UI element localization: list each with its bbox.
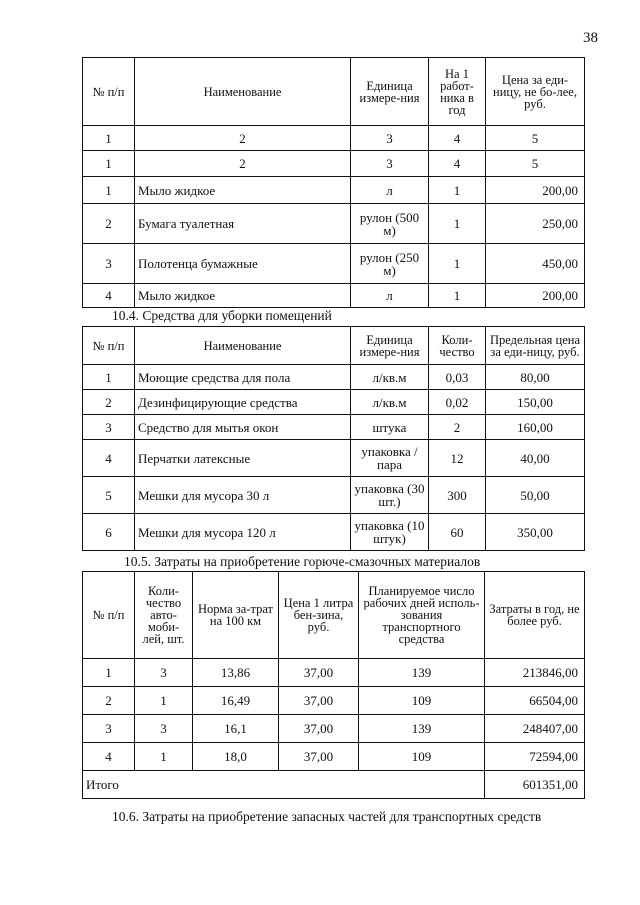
table-cell: 1	[83, 365, 135, 390]
table-cell: 6	[83, 514, 135, 551]
header-name: Наименование	[135, 58, 351, 126]
total-label: Итого	[83, 771, 485, 799]
header-number: № п/п	[83, 58, 135, 126]
table-cell: 66504,00	[485, 687, 585, 715]
header-vehicle-count: Коли-чество авто-моби-лей, шт.	[135, 572, 193, 659]
header-max-price: Предельная цена за еди-ницу, руб.	[486, 327, 585, 365]
header-number: № п/п	[83, 327, 135, 365]
table-cell: 37,00	[279, 715, 359, 743]
table-cell: 60	[429, 514, 486, 551]
table-cell: 139	[359, 659, 485, 687]
table-cell: 2	[83, 204, 135, 244]
table-cell: 16,1	[193, 715, 279, 743]
table-cell: Бумага туалетная	[135, 204, 351, 244]
table-cell: 3	[83, 244, 135, 284]
table-cell: 5	[486, 126, 585, 151]
table-cell: упаковка / пара	[351, 440, 429, 477]
header-working-days: Планируемое число рабочих дней исполь-зования транспортного средства	[359, 572, 485, 659]
table-cell: 37,00	[279, 743, 359, 771]
table-cell: Мешки для мусора 120 л	[135, 514, 351, 551]
total-value: 601351,00	[485, 771, 585, 799]
table-cell: штука	[351, 415, 429, 440]
table-cell: 150,00	[486, 390, 585, 415]
total-row	[83, 771, 585, 799]
table-cell: 4	[83, 440, 135, 477]
table-row	[83, 659, 585, 687]
table-cell: л	[351, 284, 429, 308]
table-cell: 250,00	[486, 204, 585, 244]
table-cell: 139	[359, 715, 485, 743]
table-cell: 2	[135, 126, 351, 151]
table-row	[83, 390, 585, 415]
table-cell: л/кв.м	[351, 365, 429, 390]
table-cell: 2	[83, 390, 135, 415]
table-cell: 1	[83, 151, 135, 177]
table-cell: 1	[429, 284, 486, 308]
table-cell: 160,00	[486, 415, 585, 440]
table-row	[83, 284, 585, 308]
table-row	[83, 477, 585, 514]
table-cell: 109	[359, 743, 485, 771]
table-cell: 450,00	[486, 244, 585, 284]
table-cell: Перчатки латексные	[135, 440, 351, 477]
table-cell: упаковка (30 шт.)	[351, 477, 429, 514]
table-cell: 4	[83, 284, 135, 308]
table-cell: 248407,00	[485, 715, 585, 743]
table-cell: 1	[429, 204, 486, 244]
table-cell: 5	[83, 477, 135, 514]
table-cell: 1	[135, 687, 193, 715]
table-cell: 3	[83, 715, 135, 743]
table-cell: 80,00	[486, 365, 585, 390]
table-row	[83, 715, 585, 743]
fuel-costs-table	[82, 571, 585, 799]
table-cell: л/кв.м	[351, 390, 429, 415]
table-cell: Мыло жидкое	[135, 177, 351, 204]
table-cell: л	[351, 177, 429, 204]
table-cell: 3	[135, 715, 193, 743]
table-cell: 37,00	[279, 687, 359, 715]
table-row	[83, 244, 585, 284]
page-number: 38	[583, 30, 598, 46]
table-cell: 18,0	[193, 743, 279, 771]
table-cell: рулон (250 м)	[351, 244, 429, 284]
hygiene-supplies-table	[82, 57, 585, 308]
table-cell: 350,00	[486, 514, 585, 551]
table-cell: 200,00	[486, 177, 585, 204]
table-cell: 1	[429, 244, 486, 284]
header-price: Цена за еди-ницу, не бо-лее, руб.	[486, 58, 585, 126]
section-heading-10-6: 10.6. Затраты на приобретение запасных частей для транспортных средств	[112, 809, 542, 824]
table-cell: 213846,00	[485, 659, 585, 687]
table-cell: 109	[359, 687, 485, 715]
table-cell: Мыло жидкое	[135, 284, 351, 308]
table-row	[83, 687, 585, 715]
table-row	[83, 514, 585, 551]
table-cell: 2	[135, 151, 351, 177]
table-cell: упаковка (10 штук)	[351, 514, 429, 551]
table-cell: рулон (500 м)	[351, 204, 429, 244]
table-cell: 1	[83, 126, 135, 151]
table-cell: 0,02	[429, 390, 486, 415]
header-annual-cost: Затраты в год, не более руб.	[485, 572, 585, 659]
header-fuel-price: Цена 1 литра бен-зина, руб.	[279, 572, 359, 659]
table-cell: 50,00	[486, 477, 585, 514]
table-cell: 4	[429, 151, 486, 177]
table-cell: 1	[135, 743, 193, 771]
table-cell: Средство для мытья окон	[135, 415, 351, 440]
header-per-worker: На 1 работ-ника в год	[429, 58, 486, 126]
table-cell: 3	[83, 415, 135, 440]
table-cell: Дезинфицирующие средства	[135, 390, 351, 415]
table-row	[83, 743, 585, 771]
table-row	[83, 440, 585, 477]
table-cell: 0,03	[429, 365, 486, 390]
table-row	[83, 151, 585, 177]
table-cell: 16,49	[193, 687, 279, 715]
header-quantity: Коли-чество	[429, 327, 486, 365]
table-cell: Полотенца бумажные	[135, 244, 351, 284]
table-cell: 12	[429, 440, 486, 477]
table-cell: 2	[83, 687, 135, 715]
table-cell: 3	[351, 126, 429, 151]
table-row	[83, 204, 585, 244]
table-cell: 72594,00	[485, 743, 585, 771]
table-cell: 40,00	[486, 440, 585, 477]
table-cell: 4	[83, 743, 135, 771]
header-unit: Единица измере-ния	[351, 58, 429, 126]
table-cell: Мешки для мусора 30 л	[135, 477, 351, 514]
table-cell: 1	[429, 177, 486, 204]
table-cell: 2	[429, 415, 486, 440]
section-heading-10-5: 10.5. Затраты на приобретение горюче-смазочных материалов	[124, 554, 481, 569]
header-norm: Норма за-трат на 100 км	[193, 572, 279, 659]
table-row	[83, 126, 585, 151]
table-row	[83, 415, 585, 440]
table-cell: 3	[135, 659, 193, 687]
header-unit: Единица измере-ния	[351, 327, 429, 365]
table-cell: 4	[429, 126, 486, 151]
table-cell: 13,86	[193, 659, 279, 687]
table-cell: 200,00	[486, 284, 585, 308]
cleaning-supplies-table	[82, 326, 585, 551]
table-cell: 3	[351, 151, 429, 177]
table-cell: Моющие средства для пола	[135, 365, 351, 390]
table-cell: 5	[486, 151, 585, 177]
table-row	[83, 365, 585, 390]
table-cell: 37,00	[279, 659, 359, 687]
section-heading-10-4: 10.4. Средства для уборки помещений	[112, 308, 332, 323]
table-cell: 300	[429, 477, 486, 514]
header-number: № п/п	[83, 572, 135, 659]
table-cell: 1	[83, 177, 135, 204]
table-row	[83, 177, 585, 204]
header-name: Наименование	[135, 327, 351, 365]
table-cell: 1	[83, 659, 135, 687]
